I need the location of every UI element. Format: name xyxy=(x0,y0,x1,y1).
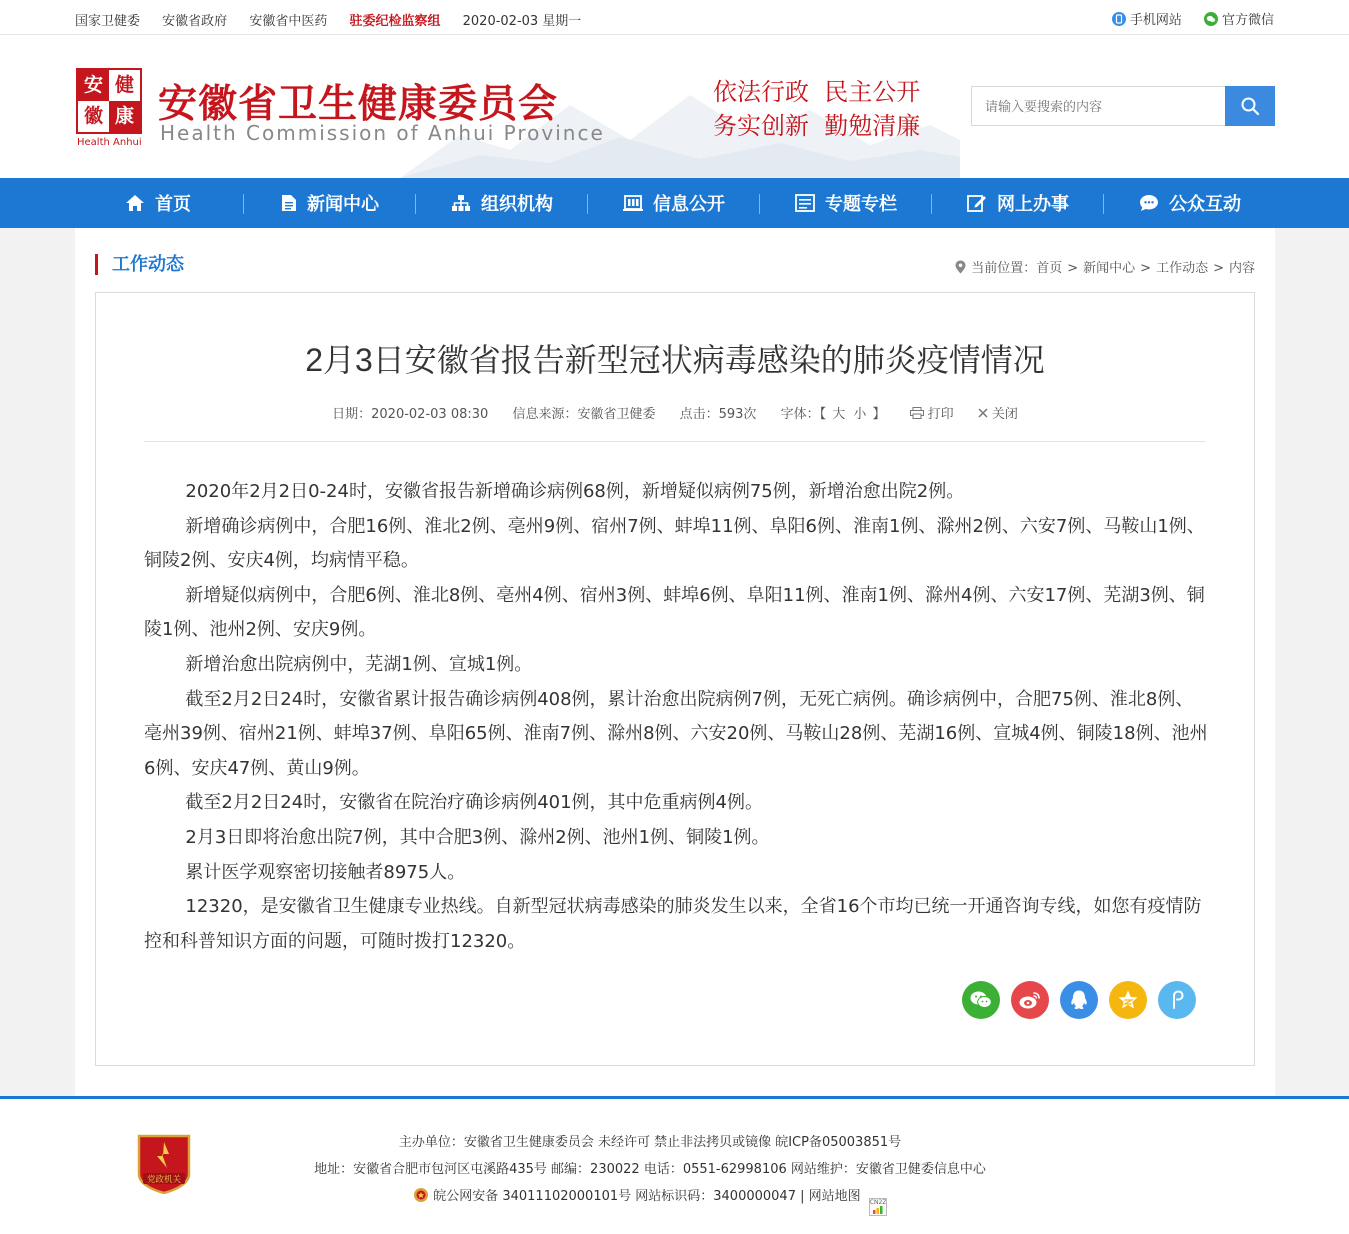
article-meta xyxy=(96,403,1254,422)
section-title: 工作动态 xyxy=(95,254,184,275)
breadcrumb-work-news[interactable]: 工作动态 xyxy=(1156,261,1209,276)
paragraph: 12320，是安徽省卫生健康专业热线。自新型冠状病毒感染的肺炎发生以来，全省16个市均已统一开通咨询专线，如您有疫情防控和科普知识方面的问题，可随时拨打12320。 xyxy=(144,896,1202,952)
main-content xyxy=(75,228,1275,1096)
document-icon xyxy=(281,194,297,212)
current-date: 2020-02-03 星期一 xyxy=(462,14,582,29)
breadcrumb-news[interactable]: 新闻中心 xyxy=(1083,261,1136,276)
wechat-link[interactable] xyxy=(1204,9,1274,28)
breadcrumb-home[interactable]: 首页 xyxy=(1036,261,1063,276)
cnzz-chart-icon xyxy=(873,1206,885,1214)
paragraph: 累计医学观察密切接触者8975人。 xyxy=(185,861,466,883)
article-body xyxy=(144,475,1208,959)
share-weibo-button[interactable] xyxy=(1011,981,1049,1019)
chat-bubble-icon xyxy=(1139,194,1159,212)
nav-organization[interactable] xyxy=(416,178,588,228)
nav-online-label: 网上办事 xyxy=(997,194,1069,215)
cnzz-label: CN2Z xyxy=(869,1199,887,1206)
breadcrumb-content[interactable]: 内容 xyxy=(1228,261,1255,276)
breadcrumb-label: 当前位置： xyxy=(971,261,1037,276)
police-badge-icon xyxy=(413,1187,429,1203)
font-size-control: 字体：【 大 小 】 xyxy=(780,407,886,422)
article-title: 2月3日安徽省报告新型冠状病毒感染的肺炎疫情情况 xyxy=(305,342,1045,378)
printer-icon xyxy=(910,407,924,419)
logo-seal[interactable] xyxy=(76,68,142,134)
topic-list-icon xyxy=(795,194,815,212)
search-box xyxy=(971,86,1275,126)
slogan-line-2: 务实创新 勤勉清廉 xyxy=(713,112,921,140)
top-bar xyxy=(0,0,1349,35)
search-icon xyxy=(1240,96,1260,116)
article-panel xyxy=(95,292,1255,1066)
nav-home[interactable] xyxy=(72,178,244,228)
nav-info-label: 信息公开 xyxy=(653,194,725,215)
share-qq-button[interactable] xyxy=(1060,981,1098,1019)
badge-label: 党政机关 xyxy=(146,1175,182,1185)
qzone-star-icon xyxy=(1117,989,1139,1011)
wechat-label: 官方微信 xyxy=(1221,13,1274,28)
link-nhc[interactable]: 国家卫健委 xyxy=(75,14,141,29)
mobile-icon xyxy=(1112,12,1126,26)
top-right xyxy=(1094,9,1274,28)
paragraph: 截至2月2日24时，安徽省在院治疗确诊病例401例，其中危重病例4例。 xyxy=(185,792,764,814)
seal-char-1: 安 xyxy=(78,70,109,101)
font-small-button[interactable]: 小 xyxy=(853,407,867,422)
nav-organization-label: 组织机构 xyxy=(481,194,553,215)
print-label: 打印 xyxy=(927,407,954,422)
nav-topics[interactable] xyxy=(760,178,932,228)
footer-line-3 xyxy=(0,1183,1300,1216)
nav-public-interaction[interactable] xyxy=(1104,178,1276,228)
share-bar xyxy=(951,981,1196,1019)
site-header xyxy=(0,35,1349,178)
site-title: 安徽省卫生健康委员会 xyxy=(158,81,559,127)
qq-icon xyxy=(1069,989,1089,1011)
nav-news[interactable] xyxy=(244,178,416,228)
sitemap-link[interactable]: 网站地图 xyxy=(808,1189,861,1204)
seal-char-3: 徽 xyxy=(83,105,103,127)
building-icon xyxy=(623,194,643,212)
site-title-en: Health Commission of Anhui Province xyxy=(160,121,605,145)
close-icon xyxy=(978,408,988,418)
nav-info-disclosure[interactable] xyxy=(588,178,760,228)
link-anhui-gov[interactable]: 安徽省政府 xyxy=(162,14,228,29)
nav-online-services[interactable] xyxy=(932,178,1104,228)
article-date: 日期：2020-02-03 08:30 xyxy=(332,407,489,422)
nav-news-label: 新闻中心 xyxy=(307,194,379,215)
edit-icon xyxy=(967,194,987,212)
search-input[interactable] xyxy=(971,86,1226,126)
font-size-label: 字体： xyxy=(780,407,820,422)
logo-caption: Health Anhui xyxy=(77,137,142,148)
site-footer xyxy=(0,1096,1349,1234)
paragraph: 新增确诊病例中，合肥16例、淮北2例、亳州9例、宿州7例、蚌埠11例、阜阳6例、淮南1例、滁州2例、六安7例、马鞍山1例、铜陵2例、安庆4例，均病情平稳。 xyxy=(144,515,1205,572)
paragraph: 2月3日即将治愈出院7例，其中合肥3例、滁州2例、池州1例、铜陵1例。 xyxy=(185,826,770,848)
nav-topics-label: 专题专栏 xyxy=(825,194,897,215)
link-tcm[interactable]: 安徽省中医药 xyxy=(249,14,328,29)
paragraph: 新增疑似病例中，合肥6例、淮北8例、亳州4例、宿州3例、蚌埠6例、阜阳11例、淮南1例、滁州4例、六安17例、芜湖3例、铜陵1例、池州2例、安庆9例。 xyxy=(144,584,1205,641)
main-nav xyxy=(0,178,1349,228)
slogan xyxy=(713,75,920,143)
weibo-icon xyxy=(1018,990,1042,1010)
share-more-icon xyxy=(1167,989,1187,1011)
share-qzone-button[interactable] xyxy=(1109,981,1147,1019)
nav-interaction-label: 公众互动 xyxy=(1169,194,1241,215)
title-divider xyxy=(144,441,1206,442)
footer-line-2: 地址：安徽省合肥市包河区屯溪路435号 邮编：230022 电话：0551-62998106 网站维护：安徽省卫健委信息中心 xyxy=(314,1162,986,1177)
cnzz-badge[interactable] xyxy=(869,1198,887,1216)
seal-char-4: 康 xyxy=(109,101,140,132)
search-button[interactable] xyxy=(1225,86,1275,126)
paragraph: 2020年2月2日0-24时，安徽省报告新增确诊病例68例，新增疑似病例75例，新增治愈出院2例。 xyxy=(185,481,965,502)
paragraph: 截至2月2日24时，安徽省累计报告确诊病例408例，累计治愈出院病例7例，无死亡病例。确诊病例中，合肥75例、淮北8例、亳州39例、宿州21例、蚌埠37例、阜阳65例、淮南7例、滁州8例、六安20例、马鞍山28例、芜湖16例、宣城4例、铜陵18例、池州6例、安庆47例、黄山9例。 xyxy=(144,688,1208,779)
article-source: 信息来源：安徽省卫健委 xyxy=(512,407,656,422)
location-pin-icon xyxy=(955,260,966,274)
paragraph: 新增治愈出院病例中，芜湖1例、宣城1例。 xyxy=(185,653,533,675)
close-label: 关闭 xyxy=(991,407,1018,422)
seal-char-2: 健 xyxy=(114,74,134,96)
mobile-site-link[interactable] xyxy=(1112,9,1182,28)
print-button[interactable] xyxy=(910,407,954,422)
link-discipline[interactable]: 驻委纪检监察组 xyxy=(349,14,441,29)
home-icon xyxy=(125,194,145,212)
slogan-line-1: 依法行政 民主公开 xyxy=(713,78,921,106)
wechat-icon xyxy=(1204,12,1218,26)
share-wechat-button[interactable] xyxy=(962,981,1000,1019)
top-links xyxy=(75,10,599,29)
org-chart-icon xyxy=(451,194,471,212)
footer-info xyxy=(0,1129,1300,1216)
footer-beian: 皖公网安备 34011102000101号 网站标识码：3400000047 | xyxy=(433,1189,809,1204)
footer-line-1: 主办单位：安徽省卫生健康委员会 未经许可 禁止非法拷贝或镜像 皖ICP备05003851号 xyxy=(398,1135,902,1150)
wechat-icon xyxy=(969,990,993,1010)
nav-home-label: 首页 xyxy=(155,194,191,215)
font-big-button[interactable]: 大 xyxy=(832,407,846,422)
article-clicks: 点击：593次 xyxy=(679,407,757,422)
mobile-site-label: 手机网站 xyxy=(1129,13,1182,28)
share-more-button[interactable] xyxy=(1158,981,1196,1019)
close-button[interactable] xyxy=(978,407,1018,422)
breadcrumb: 当前位置：首页 > 新闻中心 > 工作动态 > 内容 xyxy=(955,257,1255,276)
